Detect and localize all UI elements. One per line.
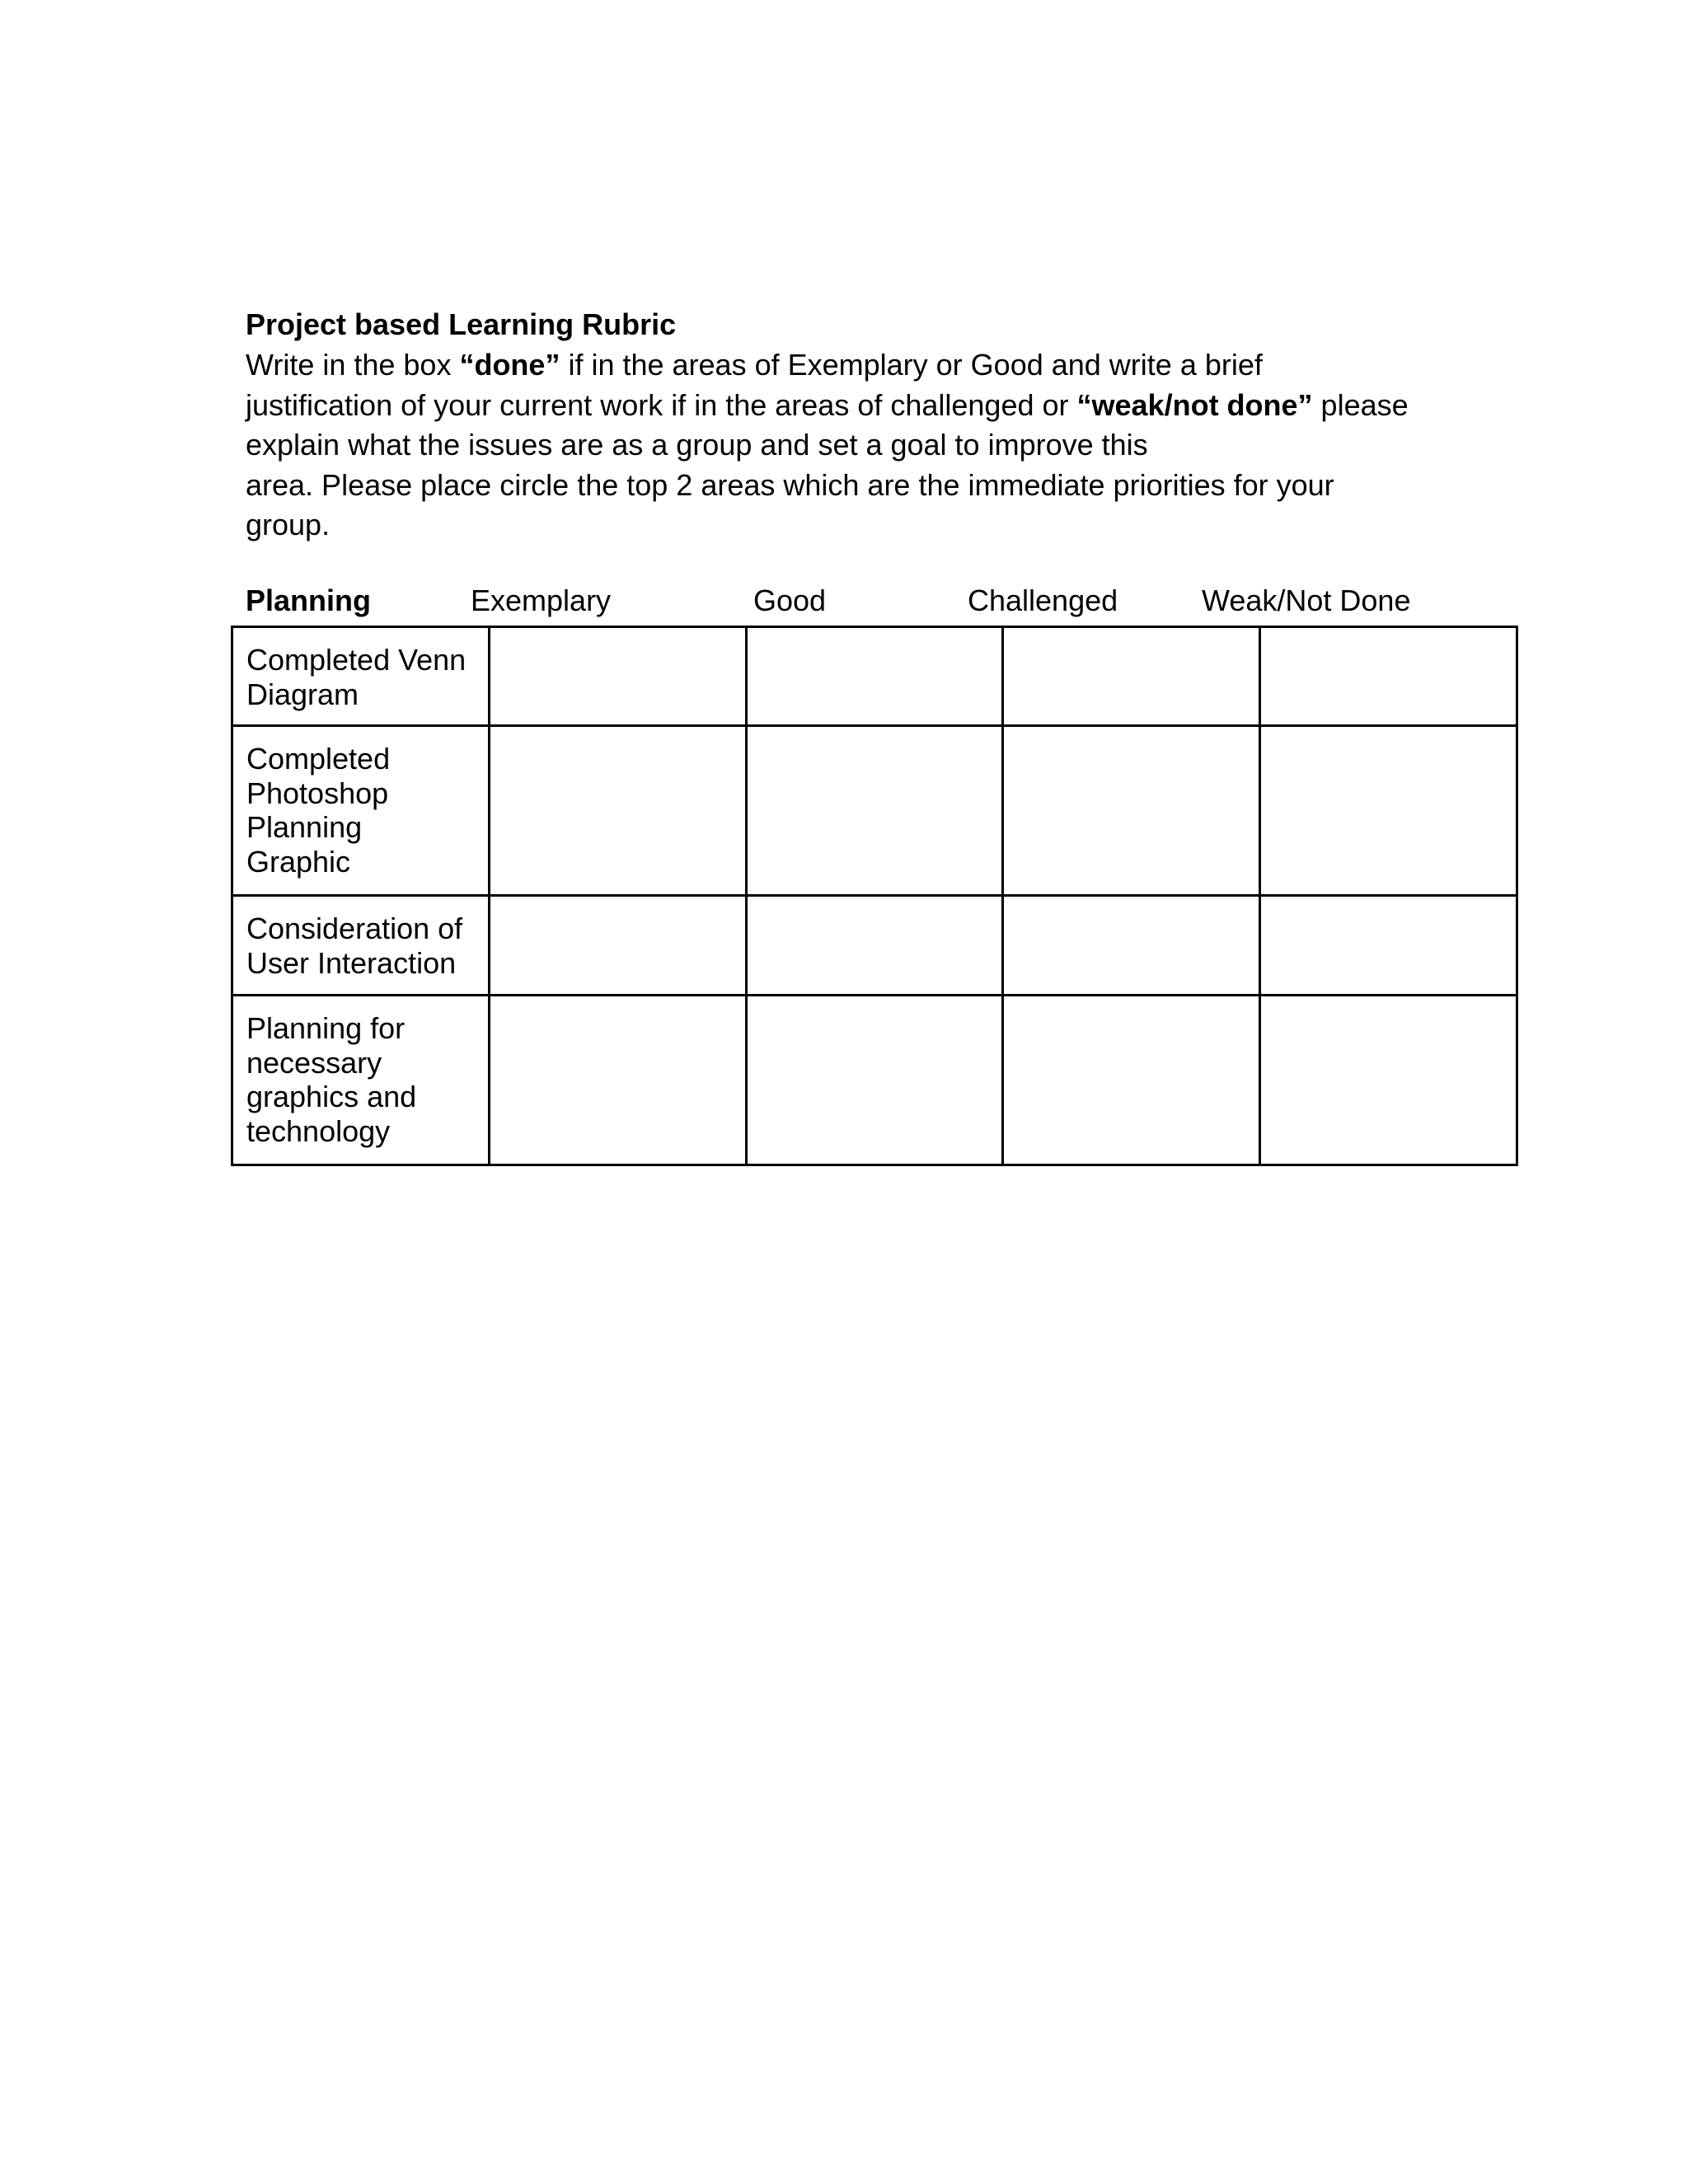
row-label-line: Graphic xyxy=(246,844,351,879)
table-row xyxy=(232,896,1517,996)
rating-cell-weak-not-done[interactable] xyxy=(1260,996,1517,1165)
row-label-line: graphics and xyxy=(246,1080,417,1113)
rating-cell-good[interactable] xyxy=(746,627,1003,726)
instructions-line-2 xyxy=(246,386,1531,426)
instructions-line-3: explain what the issues are as a group and set a goal to improve this xyxy=(246,428,1148,462)
instructions-emphasis-done: “done” xyxy=(459,348,560,382)
rating-cell-exemplary[interactable] xyxy=(489,996,746,1165)
row-label-line: Consideration of xyxy=(246,912,463,945)
document-title: Project based Learning Rubric xyxy=(246,307,677,341)
row-label-line: User Interaction xyxy=(246,945,457,980)
table-row xyxy=(232,726,1517,896)
instructions-text: please xyxy=(1312,387,1409,422)
table-row xyxy=(232,996,1517,1165)
rubric-table xyxy=(231,626,1518,1166)
row-label-line: technology xyxy=(246,1113,391,1148)
rating-cell-weak-not-done[interactable] xyxy=(1260,726,1517,896)
table-header-weak-not-done: Weak/Not Done xyxy=(1202,583,1411,617)
row-label-cell xyxy=(232,896,490,996)
instructions-text: Write in the box xyxy=(246,348,460,382)
rating-cell-exemplary[interactable] xyxy=(489,627,746,726)
table-row xyxy=(232,627,1517,726)
rating-cell-good[interactable] xyxy=(746,726,1003,896)
rating-cell-good[interactable] xyxy=(746,996,1003,1165)
rating-cell-weak-not-done[interactable] xyxy=(1260,627,1517,726)
instructions-line-4: area. Please place circle the top 2 areas which are the immediate priorities for your xyxy=(246,467,1334,502)
rating-cell-challenged[interactable] xyxy=(1003,627,1260,726)
row-label-line: Planning xyxy=(246,810,363,844)
row-label-line: necessary xyxy=(246,1045,382,1080)
instructions-emphasis-weak-not-done: “weak/not done” xyxy=(1076,387,1313,422)
rating-cell-challenged[interactable] xyxy=(1003,726,1260,896)
instructions-text: if in the areas of Exemplary or Good and write a brief xyxy=(560,348,1263,382)
instructions-line-1 xyxy=(246,345,1531,386)
table-header-category: Planning xyxy=(246,583,371,617)
instructions-paragraph xyxy=(246,345,1531,546)
table-header-exemplary: Exemplary xyxy=(471,583,612,617)
rating-cell-challenged[interactable] xyxy=(1003,996,1260,1165)
rating-cell-weak-not-done[interactable] xyxy=(1260,896,1517,996)
row-label-line: Photoshop xyxy=(246,776,389,810)
rating-cell-exemplary[interactable] xyxy=(489,726,746,896)
instructions-text: justification of your current work if in the areas of challenged or xyxy=(246,387,1077,422)
row-label-cell xyxy=(232,627,490,726)
table-header-challenged: Challenged xyxy=(968,583,1118,617)
row-label-line: Planning for xyxy=(246,1011,406,1045)
row-label-line: Completed Venn xyxy=(246,643,467,677)
rating-cell-good[interactable] xyxy=(746,896,1003,996)
table-header-good: Good xyxy=(753,583,827,617)
row-label-line: Completed xyxy=(246,742,391,776)
row-label-cell xyxy=(232,726,490,896)
row-label-cell xyxy=(232,996,490,1165)
instructions-line-5: group. xyxy=(246,508,331,541)
rating-cell-exemplary[interactable] xyxy=(489,896,746,996)
row-label-line: Diagram xyxy=(246,677,359,711)
rating-cell-challenged[interactable] xyxy=(1003,896,1260,996)
